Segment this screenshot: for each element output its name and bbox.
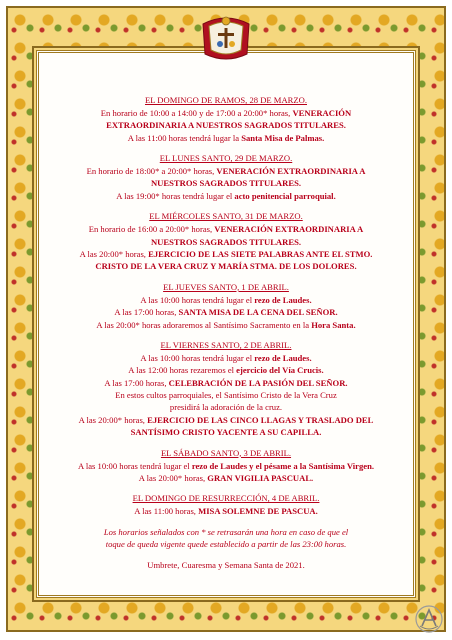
emphasis-text: CELEBRACIÓN DE LA PASIÓN DEL SEÑOR. (168, 377, 348, 388)
schedule-section (54, 152, 398, 202)
schedule-line (54, 223, 398, 235)
schedule-line (54, 389, 398, 401)
emphasis-text: EXTRAORDINARIA A NUESTROS SAGRADOS TITULARES. (106, 120, 346, 131)
schedule-section (54, 339, 398, 439)
plain-text: A las 17:00 horas, (114, 307, 179, 318)
section-heading: EL VIERNES SANTO, 2 DE ABRIL. (160, 339, 292, 350)
plain-text: A las 17:00 horas, (104, 377, 169, 388)
emphasis-text: rezo de Laudes. (254, 294, 312, 305)
schedule-line (54, 236, 398, 248)
emphasis-text: CRISTO DE LA VERA CRUZ Y MARÍA STMA. DE LOS DOLORES. (95, 261, 357, 272)
schedule-line (54, 260, 398, 272)
emphasis-text: Hora Santa. (311, 319, 356, 330)
plain-text: A las 11:00 horas tendrá lugar la (127, 132, 242, 143)
section-heading: EL MIÉRCOLES SANTO, 31 DE MARZO. (149, 211, 303, 222)
schedule-section (54, 94, 398, 144)
schedule-line (54, 306, 398, 318)
schedule-line (54, 319, 398, 331)
schedule-line (54, 248, 398, 260)
curfew-note-line-1: Los horarios señalados con * se retrasarán una hora en caso de que el (103, 526, 349, 537)
emphasis-text: VENERACIÓN EXTRAORDINARIA A (216, 166, 366, 177)
emphasis-text: SANTA MISA DE LA CENA DEL SEÑOR. (178, 307, 338, 318)
schedule-line (54, 165, 398, 177)
brotherhood-coat-of-arms-icon (199, 14, 253, 62)
schedule-sections (54, 94, 398, 518)
section-heading: EL DOMINGO DE RAMOS, 28 DE MARZO. (144, 95, 307, 105)
section-heading: EL JUEVES SANTO, 1 DE ABRIL. (163, 281, 289, 292)
schedule-section (54, 210, 398, 273)
plain-text: A las 19:00* horas tendrá lugar el (116, 190, 235, 201)
schedule-line (54, 426, 398, 438)
emphasis-text: Santa Misa de Palmas. (241, 132, 325, 143)
plain-text: A las 10:00 horas tendrá lugar el (140, 294, 255, 305)
schedule-line (54, 190, 398, 202)
schedule-section (54, 281, 398, 331)
emphasis-text: rezo de Laudes. (254, 352, 312, 363)
emphasis-text: rezo de Laudes y el pésame a la Santísima Virgen. (191, 460, 375, 471)
emphasis-text: MISA SOLEMNE DE PASCUA. (198, 506, 318, 517)
plain-text: En horario de 16:00 a 20:00* horas, (88, 224, 215, 235)
plain-text: A las 11:00 horas, (134, 506, 199, 517)
plain-text: A las 20:00* horas, (79, 248, 149, 259)
section-heading: EL DOMINGO DE RESURRECCIÓN, 4 DE ABRIL. (132, 493, 320, 504)
emphasis-text: EJERCICIO DE LAS CINCO LLAGAS Y TRASLADO DEL (147, 414, 374, 425)
plain-text: A las 10:00 horas tendrá lugar el (77, 460, 192, 471)
schedule-section (54, 447, 398, 485)
emphasis-text: VENERACIÓN EXTRAORDINARIA A (214, 224, 364, 235)
schedule-line (54, 472, 398, 484)
plain-text: A las 20:00* horas adoraremos al Santísimo Sacramento en la (96, 319, 312, 330)
schedule-line (54, 377, 398, 389)
section-heading: EL LUNES SANTO, 29 DE MARZO. (159, 153, 293, 164)
plain-text: presidirá la adoración de la cruz. (169, 402, 283, 413)
curfew-note-line-2: toque de queda vigente quede establecido a partir de las 23:00 horas. (105, 539, 347, 550)
schedule-line (54, 401, 398, 413)
schedule-line (54, 132, 398, 144)
plain-text: A las 20:00* horas, (78, 414, 148, 425)
signature: Umbrete, Cuaresma y Semana Santa de 2021. (147, 559, 305, 570)
plain-text: En horario de 10:00 a 14:00 y de 17:00 a 20:00* horas, (100, 107, 293, 118)
schedule-line (54, 505, 398, 517)
emphasis-text: VENERACIÓN (292, 107, 352, 118)
schedule-line (54, 352, 398, 364)
schedule-line (54, 177, 398, 189)
plain-text: En horario de 18:00* a 20:00* horas, (86, 166, 217, 177)
schedule-line (54, 294, 398, 306)
emphasis-text: ejercicio del Vía Crucis. (236, 365, 324, 376)
emphasis-text: SANTÍSIMO CRISTO YACENTE A SU CAPILLA. (130, 427, 322, 438)
section-heading: EL SÁBADO SANTO, 3 DE ABRIL. (160, 447, 292, 458)
schedule-line (54, 460, 398, 472)
schedule-line (54, 107, 398, 119)
emphasis-text: NUESTROS SAGRADOS TITULARES. (150, 236, 302, 247)
schedule-section (54, 492, 398, 517)
schedule-line (54, 119, 398, 131)
schedule-line (54, 414, 398, 426)
emphasis-text: GRAN VIGILIA PASCUAL. (207, 472, 314, 483)
plain-text: A las 12:00 horas rezaremos el (128, 365, 237, 376)
emphasis-text: EJERCICIO DE LAS SIETE PALABRAS ANTE EL STMO. (148, 248, 373, 259)
emphasis-text: NUESTROS SAGRADOS TITULARES. (150, 178, 302, 189)
plain-text: A las 10:00 horas tendrá lugar el (140, 352, 255, 363)
monogram-logo-icon (414, 604, 444, 634)
emphasis-text: acto penitencial parroquial. (234, 190, 336, 201)
schedule-text (54, 94, 398, 571)
plain-text: A las 20:00* horas, (138, 472, 208, 483)
plain-text: En estos cultos parroquiales, el Santísimo Cristo de la Vera Cruz (115, 390, 337, 401)
schedule-line (54, 364, 398, 376)
